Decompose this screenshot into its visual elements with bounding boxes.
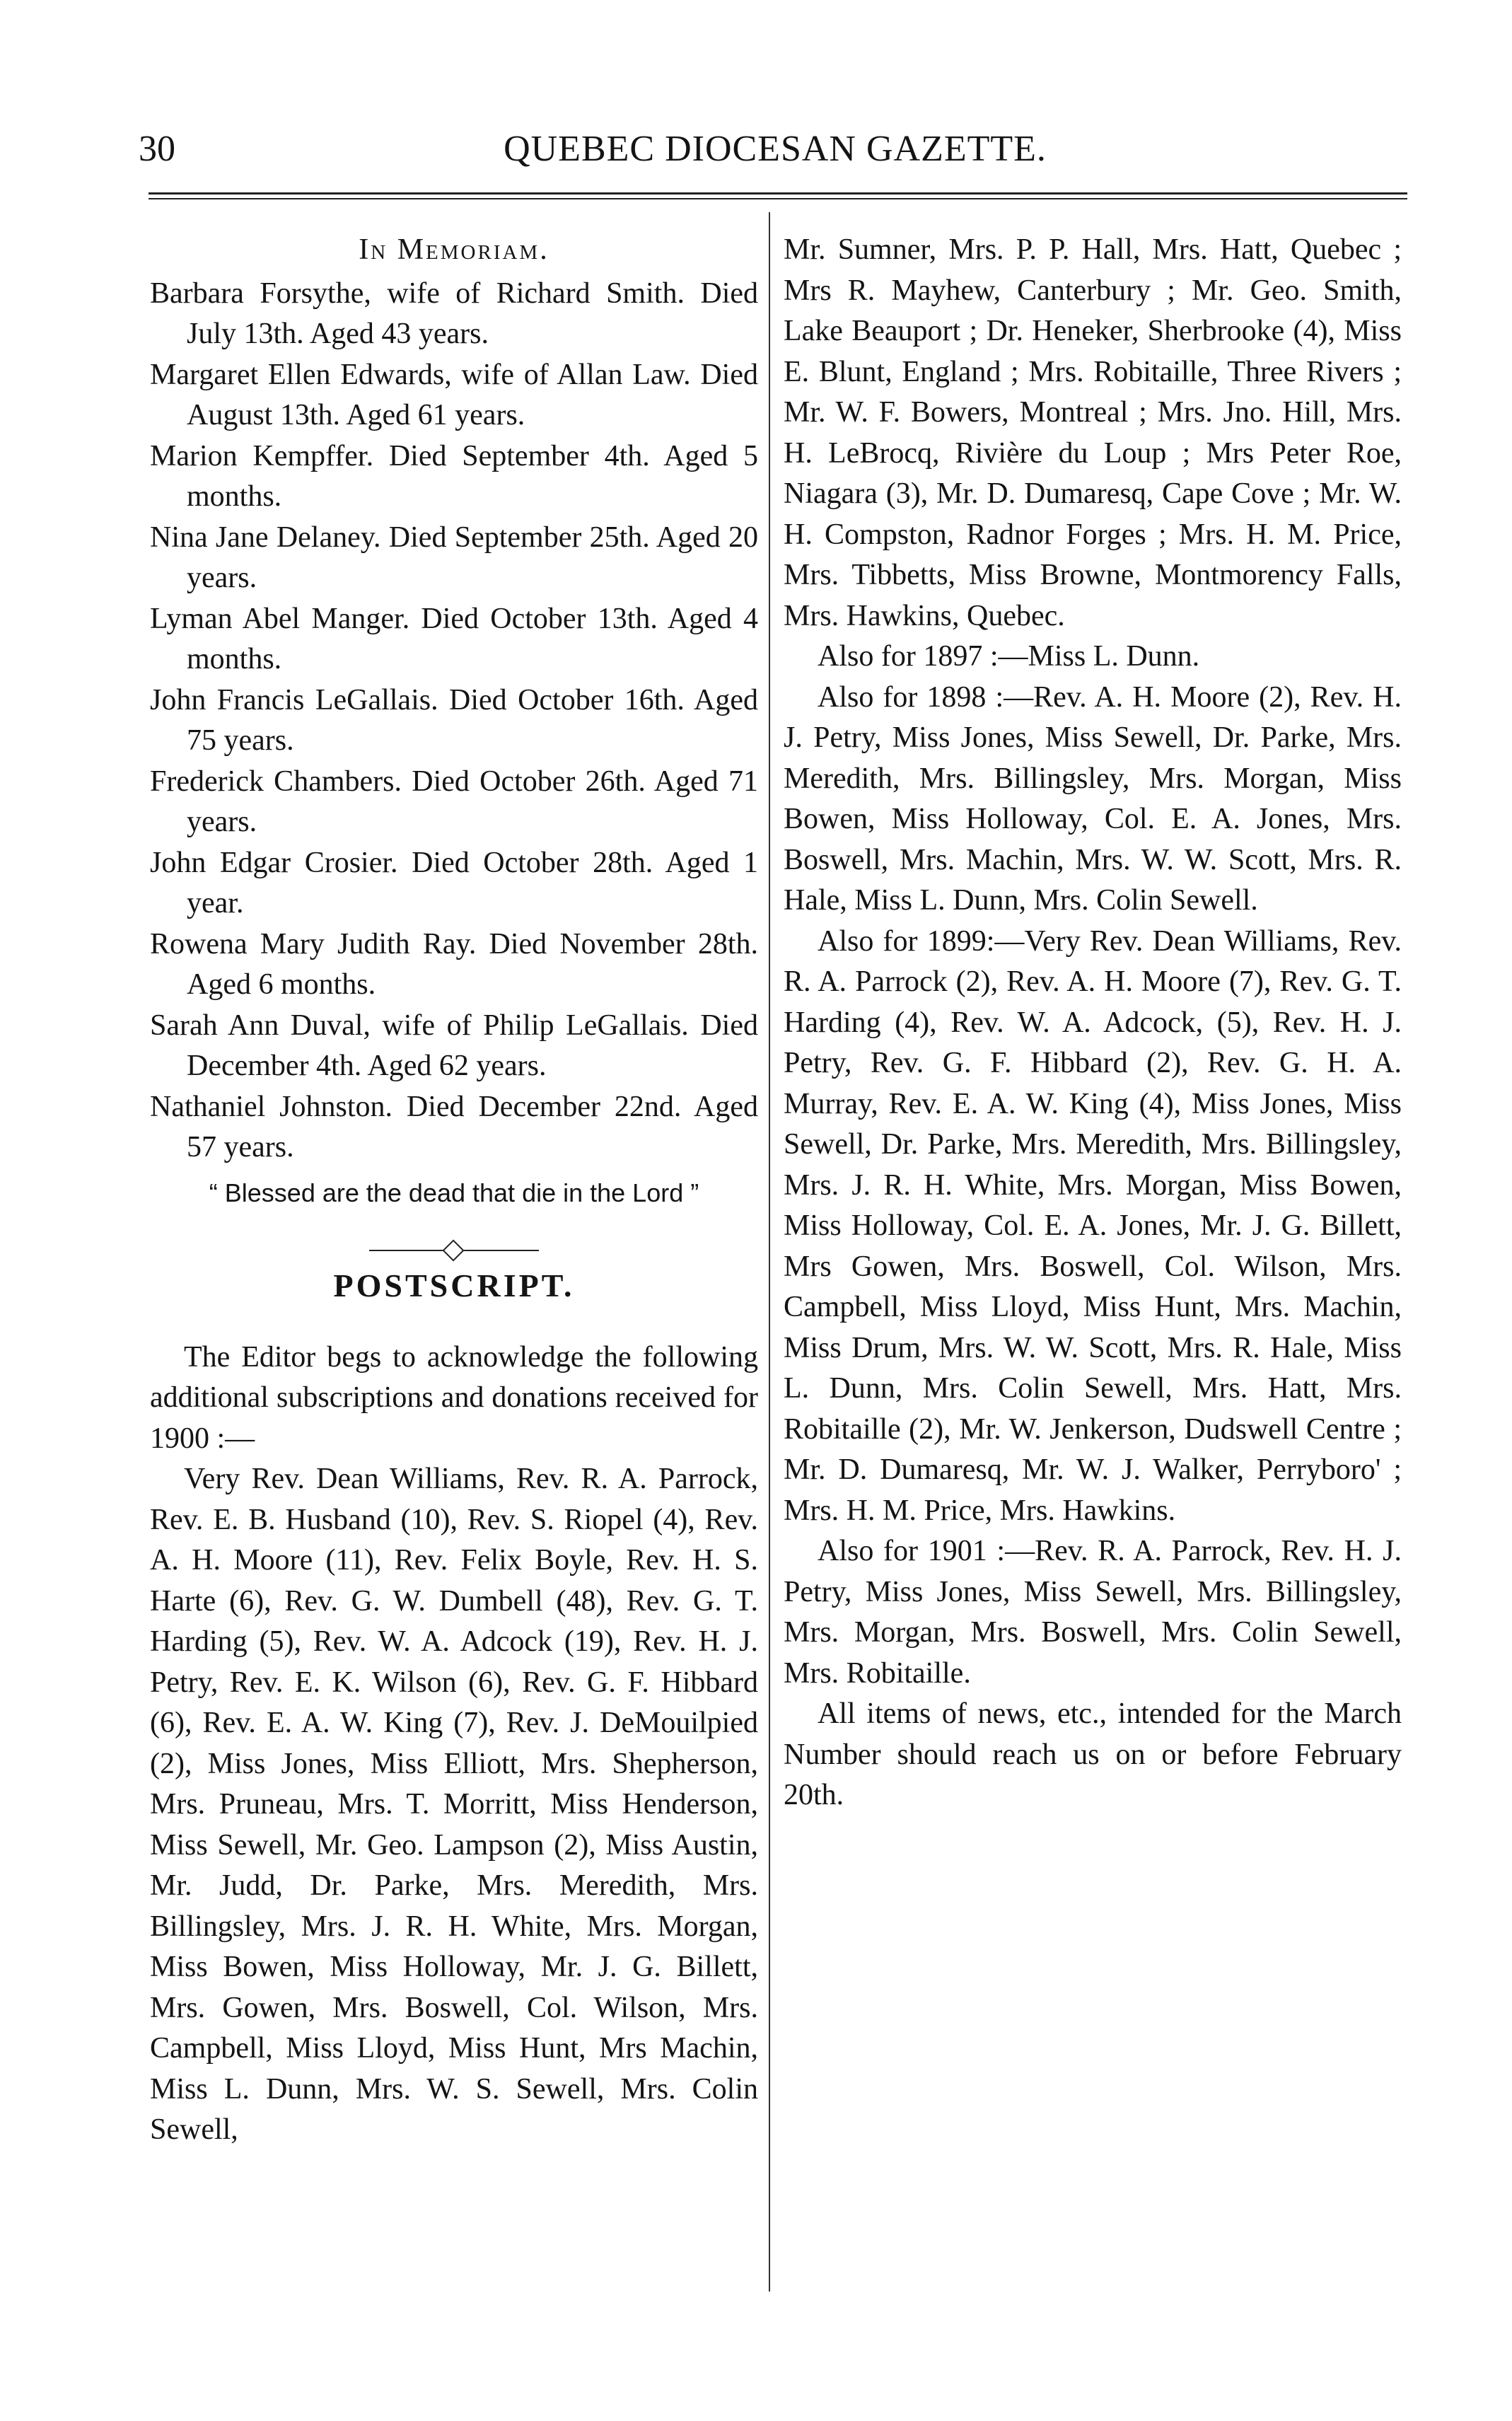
memoriam-heading: In Memoriam. [359, 233, 549, 266]
memoriam-entry: Rowena Mary Judith Ray. Died November 28th. Aged 6 months. [150, 927, 758, 1001]
memoriam-entry: Barbara Forsythe, wife of Richard Smith. Died July 13th. Aged 43 years. [150, 277, 758, 350]
subscriptions-1901: Also for 1901 :—Rev. R. A. Parrock, Rev. H. J. Petry, Miss Jones, Miss Sewell, Mrs. Billingsley, Mrs. Morgan, Mrs. Boswell, Mrs. Colin Sewell, Mrs. Robitaille. [784, 1535, 1402, 1690]
diamond-ornament-icon [442, 1239, 464, 1261]
header-rule [149, 192, 1407, 199]
memoriam-entry: Marion Kempffer. Died September 4th. Aged 5 months. [150, 439, 758, 513]
page-number: 30 [139, 129, 175, 169]
page-header [139, 124, 1412, 174]
memoriam-entry: Nina Jane Delaney. Died September 25th. Aged 20 years. [150, 521, 758, 594]
postscript-intro: The Editor begs to acknowledge the following additional subscriptions and donations received for 1900 :— [150, 1340, 758, 1455]
column-divider [769, 212, 770, 2292]
memoriam-entry: John Edgar Crosier. Died October 28th. Aged 1 year. [150, 846, 758, 919]
memoriam-list [150, 274, 758, 1168]
subscriptions-1900: Very Rev. Dean Williams, Rev. R. A. Parrock, Rev. E. B. Husband (10), Rev. S. Riopel (4), Rev. A. H. Moore (11), Rev. Felix Boyle, Rev. H. S. Harte (6), Rev. G. W. Dumbell (48), Rev. G. T. Harding (5), Rev. W. A. Adcock (19), Rev. H. J. Petry, Rev. E. K. Wilson (6), Rev. G. F. Hibbard (6), Rev. E. A. W. King (7), Rev. J. DeMouilpied (2), Miss Jones, Miss Elliott, Mrs. Shepherson, Mrs. Pruneau, Mrs. T. Morritt, Miss Henderson, Miss Sewell, Mr. Geo. Lampson (2), Miss Austin, Mr. Judd, Dr. Parke, Mrs. Meredith, Mrs. Billingsley, Mrs. J. R. H. White, Mrs. Morgan, Miss Bowen, Miss Holloway, Mr. J. G. Billett, Mrs. Gowen, Mrs. Boswell, Col. Wilson, Mrs. Campbell, Miss Lloyd, Miss Hunt, Mrs Machin, Miss L. Dunn, Mrs. W. S. Sewell, Mrs. Colin Sewell, [150, 1463, 758, 2146]
memoriam-entry: Margaret Ellen Edwards, wife of Allan Law. Died August 13th. Aged 61 years. [150, 358, 758, 431]
subscriptions-1897: Also for 1897 :—Miss L. Dunn. [818, 640, 1200, 673]
memoriam-entry: Frederick Chambers. Died October 26th. Aged 71 years. [150, 765, 758, 838]
running-title: QUEBEC DIOCESAN GAZETTE. [504, 129, 1047, 169]
right-column [784, 230, 1402, 1816]
memoriam-entry: Nathaniel Johnston. Died December 22nd. Aged 57 years. [150, 1090, 758, 1163]
memoriam-quote: “ Blessed are the dead that die in the Lord ” [209, 1178, 699, 1207]
left-column [150, 230, 758, 2151]
memoriam-entry: Lyman Abel Manger. Died October 13th. Aged 4 months. [150, 602, 758, 675]
subscriptions-1899: Also for 1899:—Very Rev. Dean Williams, Rev. R. A. Parrock (2), Rev. A. H. Moore (7), Rev. G. T. Harding (4), Rev. W. A. Adcock, (5), Rev. H. J. Petry, Rev. G. F. Hibbard (2), Rev. G. H. A. Murray, Rev. E. A. W. King (4), Miss Jones, Miss Sewell, Dr. Parke, Mrs. Meredith, Mrs. Billingsley, Mrs. J. R. H. White, Mrs. Morgan, Miss Bowen, Miss Holloway, Col. E. A. Jones, Mr. J. G. Billett, Mrs Gowen, Mrs. Boswell, Col. Wilson, Mrs. Campbell, Miss Lloyd, Miss Hunt, Mrs. Machin, Miss Drum, Mrs. W. W. Scott, Mrs. R. Hale, Miss L. Dunn, Mrs. Colin Sewell, Mrs. Hatt, Mrs. Robitaille (2), Mr. W. Jenkerson, Dudswell Centre ; Mr. D. Dumaresq, Mr. W. J. Walker, Perryboro' ; Mrs. H. M. Price, Mrs. Hawkins. [784, 924, 1402, 1527]
postscript-title: POSTSCRIPT. [333, 1267, 575, 1304]
memoriam-entry: John Francis LeGallais. Died October 16th. Aged 75 years. [150, 683, 758, 757]
subscriptions-1898: Also for 1898 :—Rev. A. H. Moore (2), Rev. H. J. Petry, Miss Jones, Miss Sewell, Dr. Parke, Mrs. Meredith, Mrs. Billingsley, Mrs. Morgan, Miss Bowen, Miss Holloway, Col. E. A. Jones, Mrs. Boswell, Mrs. Machin, Mrs. W. W. Scott, Mrs. R. Hale, Miss L. Dunn, Mrs. Colin Sewell. [784, 680, 1402, 917]
memoriam-entry: Sarah Ann Duval, wife of Philip LeGallais. Died December 4th. Aged 62 years. [150, 1009, 758, 1082]
ornamental-divider [369, 1240, 539, 1261]
editor-notice: All items of news, etc., intended for the March Number should reach us on or before February 20th. [784, 1697, 1402, 1811]
subscriptions-1900-continued: Mr. Sumner, Mrs. P. P. Hall, Mrs. Hatt, Quebec ; Mrs R. Mayhew, Canterbury ; Mr. Geo. Smith, Lake Beauport ; Dr. Heneker, Sherbrooke (4), Miss E. Blunt, England ; Mrs. Robitaille, Three Rivers ; Mr. W. F. Bowers, Montreal ; Mrs. Jno. Hill, Mrs. H. LeBrocq, Rivière du Loup ; Mrs Peter Roe, Niagara (3), Mr. D. Dumaresq, Cape Cove ; Mr. W. H. Compston, Radnor Forges ; Mrs. H. M. Price, Mrs. Tibbetts, Miss Browne, Montmorency Falls, Mrs. Hawkins, Quebec. [784, 233, 1402, 632]
